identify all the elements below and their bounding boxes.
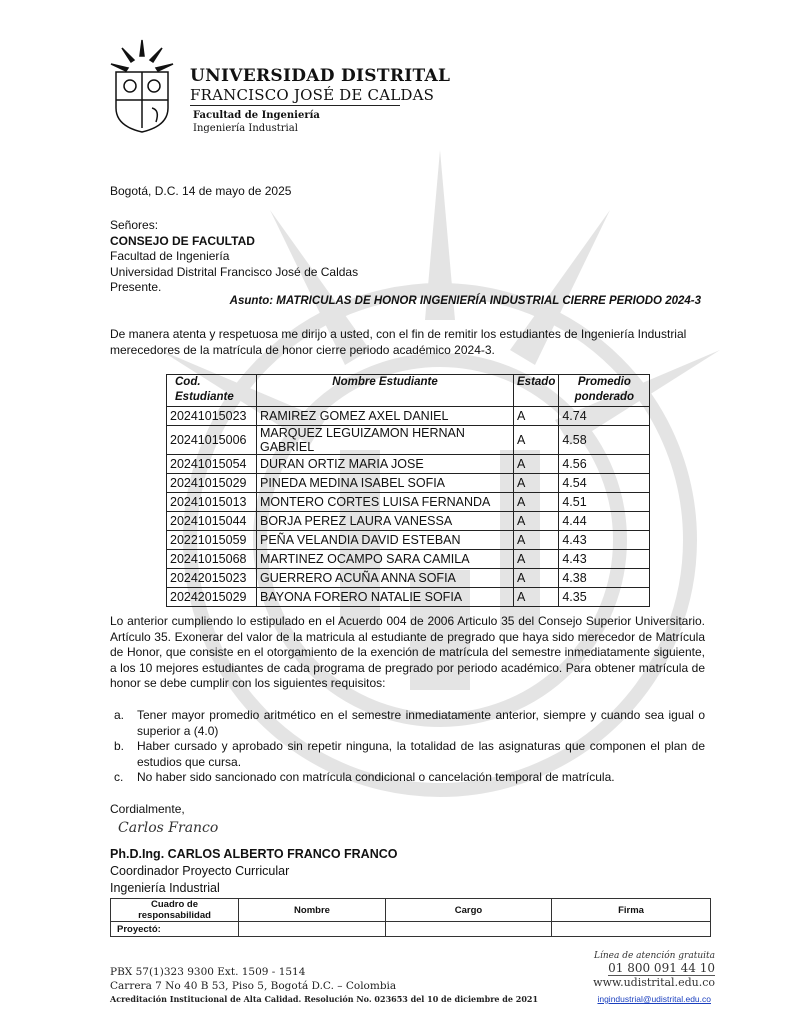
salutation: Señores: — [110, 218, 159, 232]
student-name: GUERRERO ACUÑA ANNA SOFIA — [257, 569, 514, 588]
responsibility-row — [111, 922, 711, 937]
table-row — [167, 588, 650, 607]
student-name: MONTERO CORTES LUISA FERNANDA — [257, 493, 514, 512]
resp-cell-cargo — [386, 922, 552, 937]
recipient-line4: Presente. — [110, 280, 162, 294]
resp-header-2: Cargo — [386, 899, 552, 922]
list-text: No haber sido sancionado con matrícula condicional o cancelación temporal de matrícula. — [137, 770, 615, 784]
header-average-line1: Promedio — [577, 376, 631, 388]
handwritten-signature: Carlos Franco — [118, 820, 219, 836]
recipient-line3: Universidad Distrital Francisco José de Caldas — [110, 264, 359, 279]
header-average — [559, 375, 650, 407]
student-average: 4.74 — [559, 407, 650, 426]
university-shield-logo — [108, 38, 176, 134]
subject-line: Asunto: MATRICULAS DE HONOR INGENIERÍA INDUSTRIAL CIERRE PERIODO 2024-3 — [229, 295, 701, 307]
table-row — [167, 531, 650, 550]
resp-cell-firma — [552, 922, 711, 937]
student-average: 4.43 — [559, 550, 650, 569]
student-name: PINEDA MEDINA ISABEL SOFIA — [257, 474, 514, 493]
signer-name: Ph.D.Ing. CARLOS ALBERTO FRANCO FRANCO — [110, 847, 398, 861]
intro-paragraph: De manera atenta y respetuosa me dirijo a usted, con el fin de remitir los estudiantes de Ingeniería Industrial merecedores de la matrícula de honor cierre periodo académico 2024-3. — [110, 327, 687, 357]
student-code: 20242015029 — [167, 588, 257, 607]
student-average: 4.43 — [559, 531, 650, 550]
student-average: 4.35 — [559, 588, 650, 607]
list-marker: b. — [114, 739, 125, 753]
student-status: A — [514, 493, 559, 512]
header-name: Nombre Estudiante — [257, 375, 514, 407]
resp-header-3: Firma — [552, 899, 711, 922]
university-name-line2: FRANCISCO JOSÉ DE CALDAS — [190, 86, 435, 104]
header-code-line1: Cod. — [175, 376, 201, 388]
student-code: 20241015006 — [167, 426, 257, 455]
student-status: A — [514, 588, 559, 607]
table-row — [167, 426, 650, 455]
student-name: RAMIREZ GOMEZ AXEL DANIEL — [257, 407, 514, 426]
recipient-title: CONSEJO DE FACULTAD — [110, 233, 255, 248]
footer-phone: PBX 57(1)323 9300 Ext. 1509 - 1514 — [110, 966, 306, 978]
signer-role: Coordinador Proyecto Curricular — [110, 864, 290, 878]
list-marker: a. — [114, 708, 125, 722]
footer-address: Carrera 7 No 40 B 53, Piso 5, Bogotá D.C. – Colombia — [110, 980, 397, 992]
header-divider — [190, 105, 400, 106]
header-average-line2: ponderado — [574, 391, 635, 403]
student-status: A — [514, 569, 559, 588]
student-average: 4.58 — [559, 426, 650, 455]
student-code: 20241015013 — [167, 493, 257, 512]
website-link[interactable]: www.udistrital.edu.co — [593, 976, 715, 989]
footer-accreditation: Acreditación Institucional de Alta Calidad. Resolución No. 023653 del 10 de diciembre de 2021 — [110, 994, 539, 1004]
header-code-line2: Estudiante — [175, 391, 234, 403]
signer-unit: Ingeniería Industrial — [110, 881, 220, 895]
student-status: A — [514, 531, 559, 550]
table-row — [167, 474, 650, 493]
responsibility-table — [110, 898, 711, 937]
resp-row-label: Proyectó: — [111, 922, 239, 937]
student-code: 20241015023 — [167, 407, 257, 426]
program-name: Ingeniería Industrial — [193, 123, 298, 134]
regulation-paragraph: Lo anterior cumpliendo lo estipulado en el Acuerdo 004 de 2006 Articulo 35 del Consejo Superior Universitario. Artículo 35. Exonerar del valor de la matricula al estudiante de pregrado que haya sido merecedor de Matrícula de Honor, que consiste en el otorgamiento de la exención de matrícula del semestre inmediatamente siguiente, a los 10 mejores estudiantes de cada programa de pregrado por periodo académico. Para obtener matrícula de honor se debe cumplir con los siguientes requisitos: — [110, 614, 705, 690]
responsibility-header-row — [111, 899, 711, 922]
requirements-list — [110, 708, 705, 786]
table-row — [167, 569, 650, 588]
hotline-label: Línea de atención gratuita — [594, 951, 715, 961]
students-table-header — [167, 375, 650, 407]
student-code: 20241015054 — [167, 455, 257, 474]
student-average: 4.44 — [559, 512, 650, 531]
closing: Cordialmente, — [110, 802, 185, 816]
recipient-block — [110, 218, 358, 296]
student-status: A — [514, 407, 559, 426]
letter-date: Bogotá, D.C. 14 de mayo de 2025 — [110, 184, 292, 198]
signer-block — [110, 846, 398, 897]
students-table — [166, 374, 650, 607]
student-name: MARQUEZ LEGUIZAMON HERNAN GABRIEL — [257, 426, 514, 455]
header-status: Estado — [514, 375, 559, 407]
student-code: 20241015044 — [167, 512, 257, 531]
resp-cell-nombre — [239, 922, 386, 937]
table-row — [167, 512, 650, 531]
student-average: 4.56 — [559, 455, 650, 474]
student-average: 4.51 — [559, 493, 650, 512]
list-item — [110, 739, 705, 770]
student-name: PEÑA VELANDIA DAVID ESTEBAN — [257, 531, 514, 550]
table-row — [167, 407, 650, 426]
student-code: 20241015029 — [167, 474, 257, 493]
list-text: Tener mayor promedio aritmético en el semestre inmediatamente anterior, siempre y cuando sea igual o superior a (4.0) — [137, 708, 705, 738]
student-code: 20242015023 — [167, 569, 257, 588]
student-name: BORJA PEREZ LAURA VANESSA — [257, 512, 514, 531]
list-item — [110, 708, 705, 739]
student-status: A — [514, 426, 559, 455]
student-status: A — [514, 512, 559, 531]
hotline-number: 01 800 091 44 10 — [608, 961, 715, 975]
faculty-name: Facultad de Ingeniería — [193, 110, 320, 121]
student-code: 20221015059 — [167, 531, 257, 550]
recipient-line2: Facultad de Ingeniería — [110, 249, 230, 263]
resp-header-0: Cuadro de responsabilidad — [111, 899, 239, 922]
list-item — [110, 770, 705, 786]
student-name: BAYONA FORERO NATALIE SOFIA — [257, 588, 514, 607]
table-row — [167, 455, 650, 474]
table-row — [167, 493, 650, 512]
student-average: 4.54 — [559, 474, 650, 493]
student-name: MARTINEZ OCAMPO SARA CAMILA — [257, 550, 514, 569]
list-marker: c. — [114, 770, 124, 784]
resp-header-1: Nombre — [239, 899, 386, 922]
list-text: Haber cursado y aprobado sin repetir ninguna, la totalidad de las asignaturas que componen el plan de estudios que cursa. — [137, 739, 705, 769]
student-status: A — [514, 455, 559, 474]
student-name: DURAN ORTIZ MARIA JOSE — [257, 455, 514, 474]
email-link[interactable]: ingindustrial@udistrital.edu.co — [597, 994, 711, 1004]
table-row — [167, 550, 650, 569]
university-name-line1: UNIVERSIDAD DISTRITAL — [190, 66, 451, 86]
student-average: 4.38 — [559, 569, 650, 588]
student-status: A — [514, 550, 559, 569]
header-code — [167, 375, 257, 407]
student-status: A — [514, 474, 559, 493]
student-code: 20241015068 — [167, 550, 257, 569]
